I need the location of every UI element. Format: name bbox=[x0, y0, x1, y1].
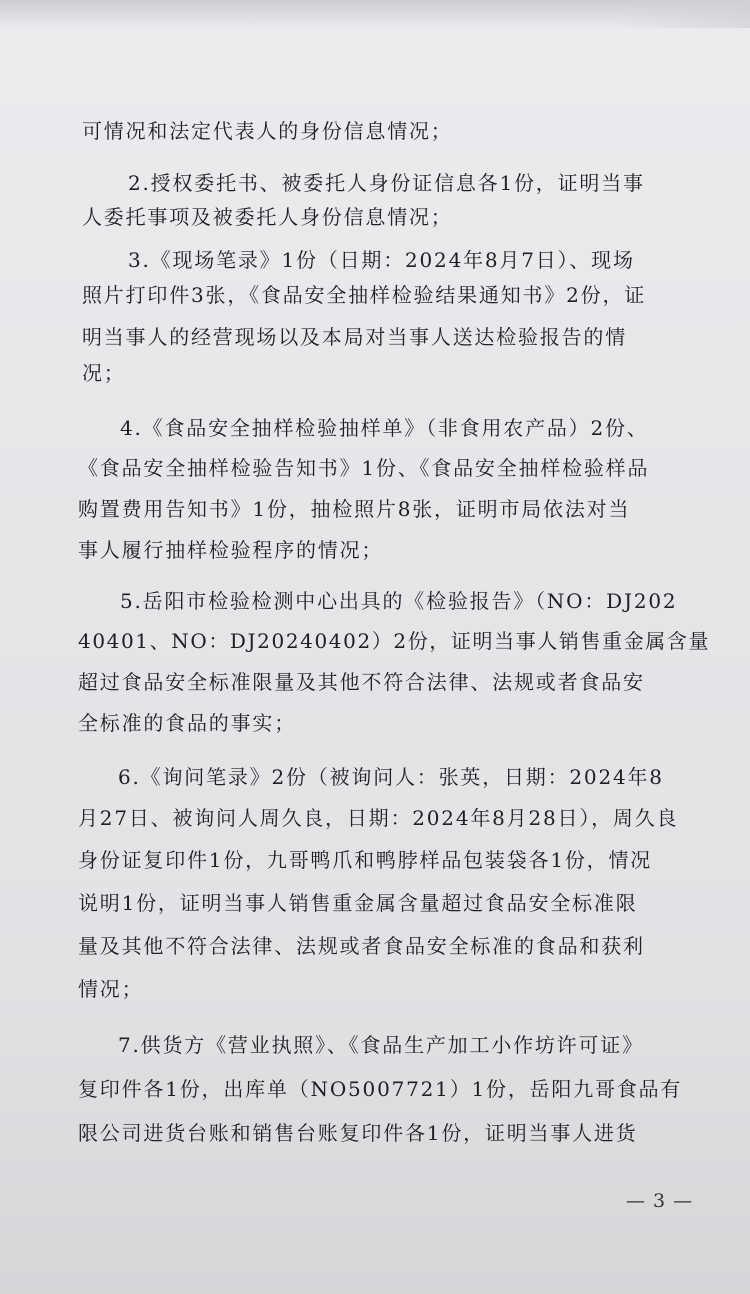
text-line: 月27日、被询问人周久良，日期：2024年8月28日），周久良 bbox=[78, 806, 679, 830]
text-line: 量及其他不符合法律、法规或者食品安全标准的食品和获利 bbox=[78, 934, 645, 958]
text-line: 6.《询问笔录》2份（被询问人：张英，日期：2024年8 bbox=[118, 765, 664, 789]
text-line: 3.《现场笔录》1份（日期：2024年8月7日）、现场 bbox=[128, 248, 635, 272]
text-line: 明当事人的经营现场以及本局对当事人送达检验报告的情 bbox=[82, 325, 627, 349]
text-line: 照片打印件3张，《食品安全抽样检验结果通知书》2份，证 bbox=[82, 283, 647, 307]
text-line: 说明1份，证明当事人销售重金属含量超过食品安全标准限 bbox=[78, 891, 638, 915]
text-line: 身份证复印件1份，九哥鸭爪和鸭脖样品包装袋各1份，情况 bbox=[78, 848, 653, 872]
text-line: 7.供货方《营业执照》、《食品生产加工小作坊许可证》 bbox=[118, 1033, 644, 1057]
text-line: 事人履行抽样检验程序的情况； bbox=[78, 538, 384, 562]
text-line: 40401、NO：DJ20240402）2份，证明当事人销售重金属含量 bbox=[78, 629, 711, 653]
text-line: 情况； bbox=[78, 977, 144, 1001]
text-line: 可情况和法定代表人的身份信息情况； bbox=[82, 119, 453, 143]
text-line: 全标准的食品的事实； bbox=[78, 711, 296, 735]
text-line: 超过食品安全标准限量及其他不符合法律、法规或者食品安 bbox=[78, 670, 645, 694]
page-number: — 3 — bbox=[626, 1190, 694, 1212]
text-line: 人委托事项及被委托人身份信息情况； bbox=[82, 205, 453, 229]
text-line: 《食品安全抽样检验告知书》1份、《食品安全抽样检验样品 bbox=[78, 456, 650, 480]
text-line: 复印件各1份，出库单（NO5007721）1份，岳阳九哥食品有 bbox=[78, 1077, 683, 1101]
text-line: 限公司进货台账和销售台账复印件各1份，证明当事人进货 bbox=[78, 1121, 638, 1145]
text-line: 况； bbox=[82, 361, 126, 385]
text-line: 购置费用告知书》1份，抽检照片8张，证明市局依法对当 bbox=[78, 497, 631, 521]
text-line: 2.授权委托书、被委托人身份证信息各1份，证明当事 bbox=[128, 171, 645, 195]
text-line: 5.岳阳市检验检测中心出具的《检验报告》（NO：DJ202 bbox=[120, 589, 678, 613]
page-corner-shadow bbox=[620, 0, 750, 28]
text-line: 4.《食品安全抽样检验抽样单》（非食用农产品）2份、 bbox=[120, 416, 649, 440]
